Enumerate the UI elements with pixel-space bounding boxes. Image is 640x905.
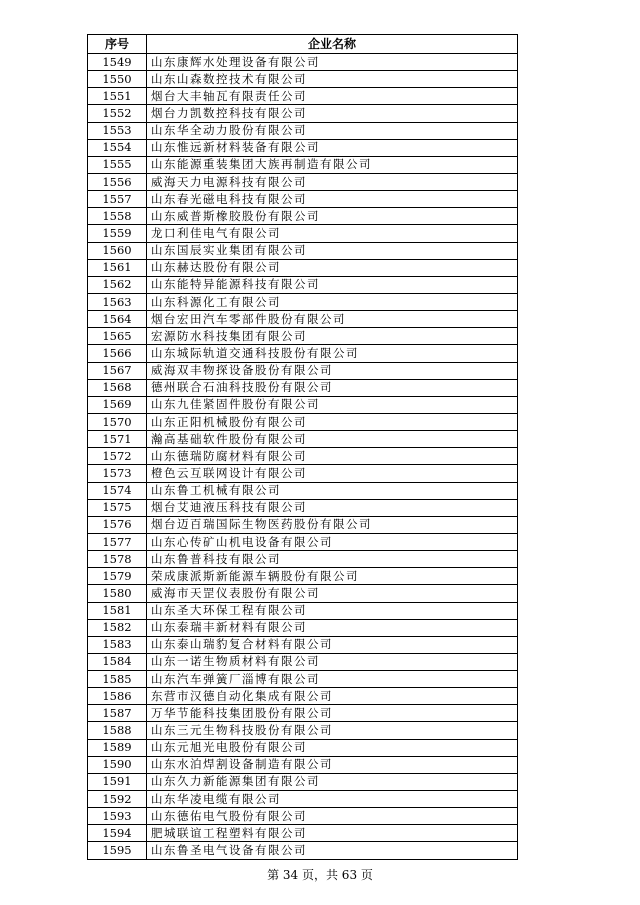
company-name-cell: 山东赫达股份有限公司: [147, 259, 518, 276]
table-row: [88, 413, 518, 430]
serial-number-cell: 1570: [88, 413, 147, 430]
serial-number-cell: 1590: [88, 756, 147, 773]
company-name-cell: 烟台力凯数控科技有限公司: [147, 105, 518, 122]
company-name-cell: 山东久力新能源集团有限公司: [147, 773, 518, 790]
company-name-cell: 山东城际轨道交通科技股份有限公司: [147, 345, 518, 362]
company-name-cell: 山东正阳机械股份有限公司: [147, 413, 518, 430]
table-row: [88, 739, 518, 756]
company-name-cell: 山东水泊焊割设备制造有限公司: [147, 756, 518, 773]
table-row: [88, 431, 518, 448]
page-footer: 第 34 页，共 63 页: [267, 868, 373, 882]
serial-number-cell: 1578: [88, 551, 147, 568]
company-name-cell: 山东圣大环保工程有限公司: [147, 602, 518, 619]
company-name-cell: 橙色云互联网设计有限公司: [147, 465, 518, 482]
table-row: [88, 722, 518, 739]
table-row: [88, 396, 518, 413]
serial-number-cell: 1553: [88, 122, 147, 139]
serial-number-cell: 1571: [88, 431, 147, 448]
table-row: [88, 773, 518, 790]
company-name-cell: 龙口利佳电气有限公司: [147, 225, 518, 242]
serial-number-cell: 1585: [88, 671, 147, 688]
table-row: [88, 516, 518, 533]
company-name-cell: 烟台迈百瑞国际生物医药股份有限公司: [147, 516, 518, 533]
table-row: [88, 705, 518, 722]
table-row: [88, 448, 518, 465]
company-name-cell: 烟台艾迪液压科技有限公司: [147, 499, 518, 516]
company-name-cell: 山东鲁工机械有限公司: [147, 482, 518, 499]
company-name-cell: 山东九佳紧固件股份有限公司: [147, 396, 518, 413]
table-row: [88, 842, 518, 859]
serial-number-cell: 1558: [88, 208, 147, 225]
company-name-cell: 山东康辉水处理设备有限公司: [147, 54, 518, 71]
company-name-cell: 德州联合石油科技股份有限公司: [147, 379, 518, 396]
company-name-cell: 山东德佑电气股份有限公司: [147, 808, 518, 825]
company-name-cell: 威海双丰物探设备股份有限公司: [147, 362, 518, 379]
company-name-cell: 山东国辰实业集团有限公司: [147, 242, 518, 259]
table-row: [88, 173, 518, 190]
table-row: [88, 808, 518, 825]
table-row: [88, 653, 518, 670]
company-name-cell: 烟台大丰轴瓦有限责任公司: [147, 88, 518, 105]
table-row: [88, 328, 518, 345]
serial-number-cell: 1595: [88, 842, 147, 859]
table-row: [88, 191, 518, 208]
table-row: [88, 156, 518, 173]
serial-number-cell: 1589: [88, 739, 147, 756]
serial-number-cell: 1549: [88, 54, 147, 71]
company-name-cell: 山东春光磁电科技有限公司: [147, 191, 518, 208]
company-name-cell: 山东鲁普科技有限公司: [147, 551, 518, 568]
serial-number-cell: 1588: [88, 722, 147, 739]
serial-number-cell: 1594: [88, 825, 147, 842]
table-row: [88, 636, 518, 653]
table-row: [88, 602, 518, 619]
company-name-cell: 山东科源化工有限公司: [147, 293, 518, 310]
header-serial-number: 序号: [88, 35, 147, 54]
table-row: [88, 345, 518, 362]
serial-number-cell: 1579: [88, 568, 147, 585]
company-name-cell: 瀚高基础软件股份有限公司: [147, 431, 518, 448]
table-body: [88, 54, 518, 860]
serial-number-cell: 1591: [88, 773, 147, 790]
table-row: [88, 242, 518, 259]
table-row: [88, 293, 518, 310]
table-row: [88, 688, 518, 705]
company-name-cell: 山东一诺生物质材料有限公司: [147, 653, 518, 670]
serial-number-cell: 1580: [88, 585, 147, 602]
serial-number-cell: 1582: [88, 619, 147, 636]
serial-number-cell: 1576: [88, 516, 147, 533]
table-row: [88, 619, 518, 636]
serial-number-cell: 1583: [88, 636, 147, 653]
table-row: [88, 259, 518, 276]
table-row: [88, 208, 518, 225]
company-name-cell: 山东能源重装集团大族再制造有限公司: [147, 156, 518, 173]
serial-number-cell: 1575: [88, 499, 147, 516]
table-row: [88, 54, 518, 71]
serial-number-cell: 1560: [88, 242, 147, 259]
company-name-cell: 威海天力电源科技有限公司: [147, 173, 518, 190]
serial-number-cell: 1568: [88, 379, 147, 396]
serial-number-cell: 1581: [88, 602, 147, 619]
serial-number-cell: 1574: [88, 482, 147, 499]
company-name-cell: 山东泰瑞丰新材料有限公司: [147, 619, 518, 636]
company-name-cell: 山东德瑞防腐材料有限公司: [147, 448, 518, 465]
serial-number-cell: 1552: [88, 105, 147, 122]
table-row: [88, 362, 518, 379]
table-row: [88, 379, 518, 396]
company-name-cell: 山东能特异能源科技有限公司: [147, 276, 518, 293]
company-name-cell: 威海市天罡仪表股份有限公司: [147, 585, 518, 602]
company-name-cell: 宏源防水科技集团有限公司: [147, 328, 518, 345]
company-name-cell: 山东威普斯橡胶股份有限公司: [147, 208, 518, 225]
company-name-cell: 荣成康派斯新能源车辆股份有限公司: [147, 568, 518, 585]
company-table: [87, 34, 518, 860]
serial-number-cell: 1564: [88, 311, 147, 328]
table-row: [88, 585, 518, 602]
serial-number-cell: 1555: [88, 156, 147, 173]
serial-number-cell: 1563: [88, 293, 147, 310]
table-row: [88, 105, 518, 122]
serial-number-cell: 1592: [88, 791, 147, 808]
company-name-cell: 山东华全动力股份有限公司: [147, 122, 518, 139]
table-row: [88, 671, 518, 688]
serial-number-cell: 1561: [88, 259, 147, 276]
table-row: [88, 276, 518, 293]
table-row: [88, 482, 518, 499]
table-row: [88, 499, 518, 516]
serial-number-cell: 1569: [88, 396, 147, 413]
serial-number-cell: 1557: [88, 191, 147, 208]
table-row: [88, 533, 518, 550]
table-row: [88, 465, 518, 482]
company-name-cell: 东营市汉德自动化集成有限公司: [147, 688, 518, 705]
company-name-cell: 山东元旭光电股份有限公司: [147, 739, 518, 756]
company-name-cell: 烟台宏田汽车零部件股份有限公司: [147, 311, 518, 328]
serial-number-cell: 1584: [88, 653, 147, 670]
serial-number-cell: 1587: [88, 705, 147, 722]
serial-number-cell: 1566: [88, 345, 147, 362]
serial-number-cell: 1565: [88, 328, 147, 345]
company-name-cell: 山东山森数控技术有限公司: [147, 71, 518, 88]
table-row: [88, 225, 518, 242]
serial-number-cell: 1551: [88, 88, 147, 105]
header-company-name: 企业名称: [147, 35, 518, 54]
table-row: [88, 756, 518, 773]
serial-number-cell: 1556: [88, 173, 147, 190]
company-name-cell: 山东鲁圣电气设备有限公司: [147, 842, 518, 859]
company-name-cell: 万华节能科技集团股份有限公司: [147, 705, 518, 722]
serial-number-cell: 1550: [88, 71, 147, 88]
table-row: [88, 88, 518, 105]
serial-number-cell: 1586: [88, 688, 147, 705]
table-row: [88, 122, 518, 139]
company-name-cell: 山东三元生物科技股份有限公司: [147, 722, 518, 739]
company-name-cell: 山东泰山瑞豹复合材料有限公司: [147, 636, 518, 653]
table-row: [88, 551, 518, 568]
serial-number-cell: 1573: [88, 465, 147, 482]
serial-number-cell: 1562: [88, 276, 147, 293]
table-row: [88, 311, 518, 328]
company-name-cell: 山东惟远新材料装备有限公司: [147, 139, 518, 156]
table-row: [88, 825, 518, 842]
table-row: [88, 791, 518, 808]
table-row: [88, 568, 518, 585]
serial-number-cell: 1593: [88, 808, 147, 825]
serial-number-cell: 1554: [88, 139, 147, 156]
company-name-cell: 山东心传矿山机电设备有限公司: [147, 533, 518, 550]
company-name-cell: 山东汽车弹簧厂淄博有限公司: [147, 671, 518, 688]
company-name-cell: 肥城联谊工程塑料有限公司: [147, 825, 518, 842]
table-header-row: [88, 35, 518, 54]
table-row: [88, 71, 518, 88]
serial-number-cell: 1567: [88, 362, 147, 379]
table-row: [88, 139, 518, 156]
serial-number-cell: 1572: [88, 448, 147, 465]
serial-number-cell: 1577: [88, 533, 147, 550]
company-name-cell: 山东华凌电缆有限公司: [147, 791, 518, 808]
serial-number-cell: 1559: [88, 225, 147, 242]
